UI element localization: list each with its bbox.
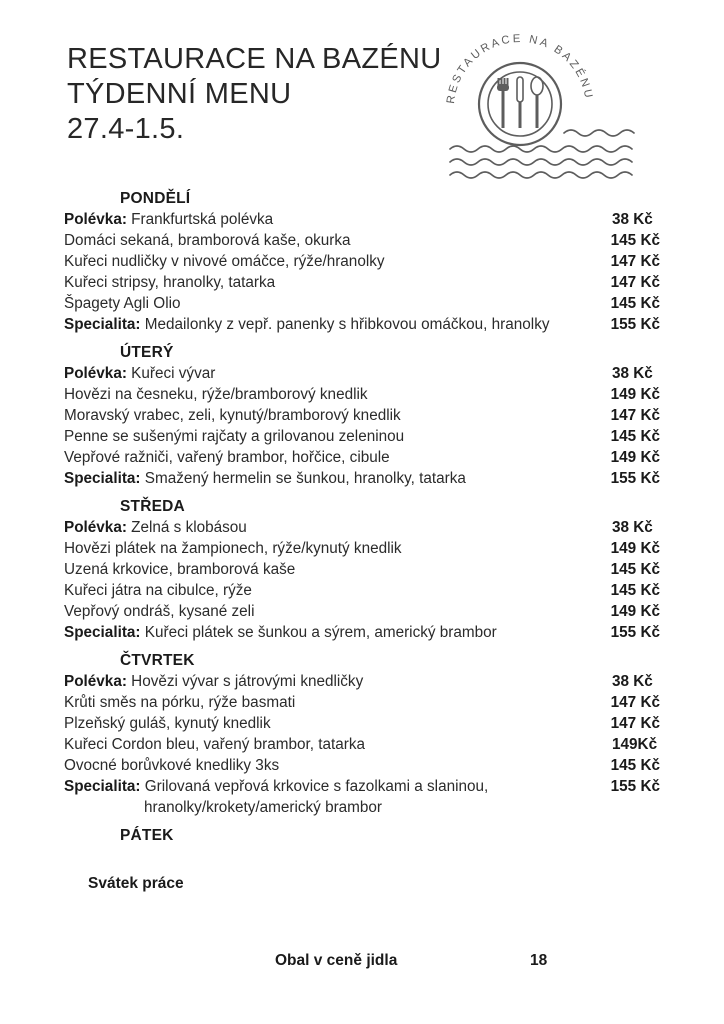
footer-note: Obal v ceně jidla <box>275 952 398 969</box>
item-line <box>64 713 611 734</box>
item-name <box>64 230 611 251</box>
item-price: 147 Kč <box>610 715 660 732</box>
item-price: 38 Kč <box>612 211 653 228</box>
item-text: Uzená krkovice, bramborová kaše <box>64 561 296 578</box>
menu-days <box>64 188 660 900</box>
item-text: Krůti směs na pórku, rýže basmati <box>64 694 296 711</box>
day-section-pondeli <box>64 188 660 335</box>
menu-item-row <box>64 209 660 230</box>
item-label: Polévka: <box>64 365 127 382</box>
item-line <box>64 384 611 405</box>
menu-item-row <box>64 230 660 251</box>
menu-item-row <box>64 755 660 776</box>
item-price: 149 Kč <box>610 386 660 403</box>
item-line <box>64 734 612 755</box>
menu-item-row <box>64 293 660 314</box>
menu-item-row <box>64 405 660 426</box>
item-price: 38 Kč <box>612 365 653 382</box>
logo-arc-text: RESTAURACE NA BAZÉNU <box>444 32 595 105</box>
item-name <box>64 755 611 776</box>
item-text: Ovocné borůvkové knedliky 3ks <box>64 757 280 774</box>
item-price: 155 Kč <box>610 778 660 795</box>
day-section-utery <box>64 342 660 489</box>
item-label: Specialita: <box>64 316 141 333</box>
page-number: 18 <box>530 952 548 969</box>
item-label: Specialita: <box>64 624 141 641</box>
item-price: 38 Kč <box>612 673 653 690</box>
menu-item-row <box>64 734 660 755</box>
item-line <box>64 293 611 314</box>
item-label: Specialita: <box>64 778 141 795</box>
restaurant-name: RESTAURACE NA BAZÉNU <box>67 43 442 75</box>
item-name <box>64 517 612 538</box>
item-name <box>64 713 611 734</box>
item-text: Kuřeci nudličky v nivové omáčce, rýže/hranolky <box>64 253 385 270</box>
menu-item-row <box>64 776 660 818</box>
item-label: Polévka: <box>64 673 127 690</box>
item-text: Domáci sekaná, bramborová kaše, okurka <box>64 232 351 249</box>
item-price: 149 Kč <box>610 540 660 557</box>
item-text: Kuřeci Cordon bleu, vařený brambor, tatarka <box>64 736 365 753</box>
day-heading: STŘEDA <box>120 498 185 515</box>
item-price: 155 Kč <box>610 624 660 641</box>
menu-item-row <box>64 692 660 713</box>
item-name <box>64 559 611 580</box>
item-line <box>64 230 611 251</box>
item-price: 155 Kč <box>610 316 660 333</box>
item-price: 145 Kč <box>610 295 660 312</box>
item-name <box>64 692 611 713</box>
item-text: Zelná s klobásou <box>131 519 247 536</box>
menu-title: TÝDENNÍ MENU <box>67 78 292 110</box>
item-name <box>64 384 611 405</box>
menu-item-row <box>64 468 660 489</box>
restaurant-logo <box>440 30 640 188</box>
item-line <box>64 363 612 384</box>
item-price: 145 Kč <box>610 582 660 599</box>
holiday-note: Svátek práce <box>88 875 184 892</box>
item-text: Kuřeci plátek se šunkou a sýrem, americký brambor <box>144 624 497 641</box>
day-heading: PONDĚLÍ <box>120 190 191 207</box>
menu-item-row <box>64 713 660 734</box>
item-line <box>64 776 611 797</box>
item-text: Kuřeci stripsy, hranolky, tatarka <box>64 274 276 291</box>
item-price: 38 Kč <box>612 519 653 536</box>
item-line <box>64 209 612 230</box>
item-line <box>64 426 611 447</box>
item-text: Moravský vrabec, zeli, kynutý/bramborový knedlik <box>64 407 401 424</box>
item-line <box>64 272 611 293</box>
item-line <box>64 468 611 489</box>
day-heading: ÚTERÝ <box>120 344 174 361</box>
item-name <box>64 251 611 272</box>
menu-item-row <box>64 559 660 580</box>
menu-item-row <box>64 426 660 447</box>
item-text: Smažený hermelin se šunkou, hranolky, tatarka <box>144 470 466 487</box>
menu-item-row <box>64 363 660 384</box>
item-text: Medailonky z vepř. panenky s hřibkovou omáčkou, hranolky <box>144 316 550 333</box>
item-price: 149Kč <box>612 736 658 753</box>
item-text: Hovězi vývar s játrovými knedličky <box>131 673 364 690</box>
menu-item-row <box>64 671 660 692</box>
menu-item-row <box>64 622 660 643</box>
menu-item-row <box>64 384 660 405</box>
item-text: Vepřové ražniči, vařený brambor, hořčice, cibule <box>64 449 390 466</box>
item-name <box>64 580 611 601</box>
item-name <box>64 538 611 559</box>
item-line <box>64 251 611 272</box>
page-title <box>67 42 441 147</box>
item-name <box>64 622 611 643</box>
day-heading: PÁTEK <box>120 827 174 844</box>
item-label: Polévka: <box>64 519 127 536</box>
item-line <box>64 405 611 426</box>
menu-item-row <box>64 251 660 272</box>
item-name <box>64 272 611 293</box>
item-text: Penne se sušenými rajčaty a grilovanou zeleninou <box>64 428 405 445</box>
item-line <box>64 538 611 559</box>
item-name <box>64 601 611 622</box>
date-range: 27.4-1.5. <box>67 113 185 145</box>
item-price: 147 Kč <box>610 694 660 711</box>
item-name <box>64 293 611 314</box>
item-text: Špagety Agli Olio <box>64 295 181 312</box>
day-section-patek <box>64 825 660 893</box>
item-price: 145 Kč <box>610 757 660 774</box>
item-line <box>64 559 611 580</box>
day-heading: ČTVRTEK <box>120 652 195 669</box>
item-price: 149 Kč <box>610 449 660 466</box>
day-section-streda <box>64 496 660 643</box>
item-name <box>64 734 612 755</box>
item-price: 147 Kč <box>610 274 660 291</box>
item-text: Hovězi na česneku, rýže/bramborový knedlik <box>64 386 368 403</box>
item-price: 145 Kč <box>610 561 660 578</box>
item-price: 145 Kč <box>610 232 660 249</box>
menu-item-row <box>64 517 660 538</box>
item-text: Grilovaná vepřová krkovice s fazolkami a slaninou, <box>144 778 489 795</box>
item-price: 149 Kč <box>610 603 660 620</box>
item-line <box>64 692 611 713</box>
item-label: Specialita: <box>64 470 141 487</box>
menu-item-row <box>64 580 660 601</box>
item-name <box>64 209 612 230</box>
item-price: 147 Kč <box>610 253 660 270</box>
item-line <box>64 622 611 643</box>
menu-item-row <box>64 272 660 293</box>
day-section-ctvrtek <box>64 650 660 818</box>
item-text: Frankfurtská polévka <box>131 211 274 228</box>
item-price: 145 Kč <box>610 428 660 445</box>
item-price: 147 Kč <box>610 407 660 424</box>
item-line <box>64 755 611 776</box>
item-label: Polévka: <box>64 211 127 228</box>
item-line <box>64 671 612 692</box>
menu-item-row <box>64 447 660 468</box>
item-name <box>64 363 612 384</box>
menu-item-row <box>64 601 660 622</box>
item-name <box>64 314 611 335</box>
item-line <box>64 447 611 468</box>
menu-item-row <box>64 314 660 335</box>
item-line <box>64 580 611 601</box>
item-price: 155 Kč <box>610 470 660 487</box>
item-name <box>64 426 611 447</box>
item-name <box>64 468 611 489</box>
item-name <box>64 671 612 692</box>
item-text: Plzeňský guláš, kynutý knedlik <box>64 715 271 732</box>
item-line <box>64 517 612 538</box>
item-text: hranolky/krokety/americký brambor <box>144 799 383 816</box>
item-line <box>64 314 611 335</box>
item-name <box>64 405 611 426</box>
item-line <box>64 601 611 622</box>
item-text-continued <box>144 797 611 818</box>
item-name <box>64 447 611 468</box>
item-text: Vepřový ondráš, kysané zeli <box>64 603 255 620</box>
item-text: Kuřeci játra na cibulce, rýže <box>64 582 252 599</box>
menu-item-row <box>64 538 660 559</box>
item-text: Hovězi plátek na žampionech, rýže/kynutý knedlik <box>64 540 402 557</box>
item-name <box>64 776 611 818</box>
item-text: Kuřeci vývar <box>131 365 216 382</box>
